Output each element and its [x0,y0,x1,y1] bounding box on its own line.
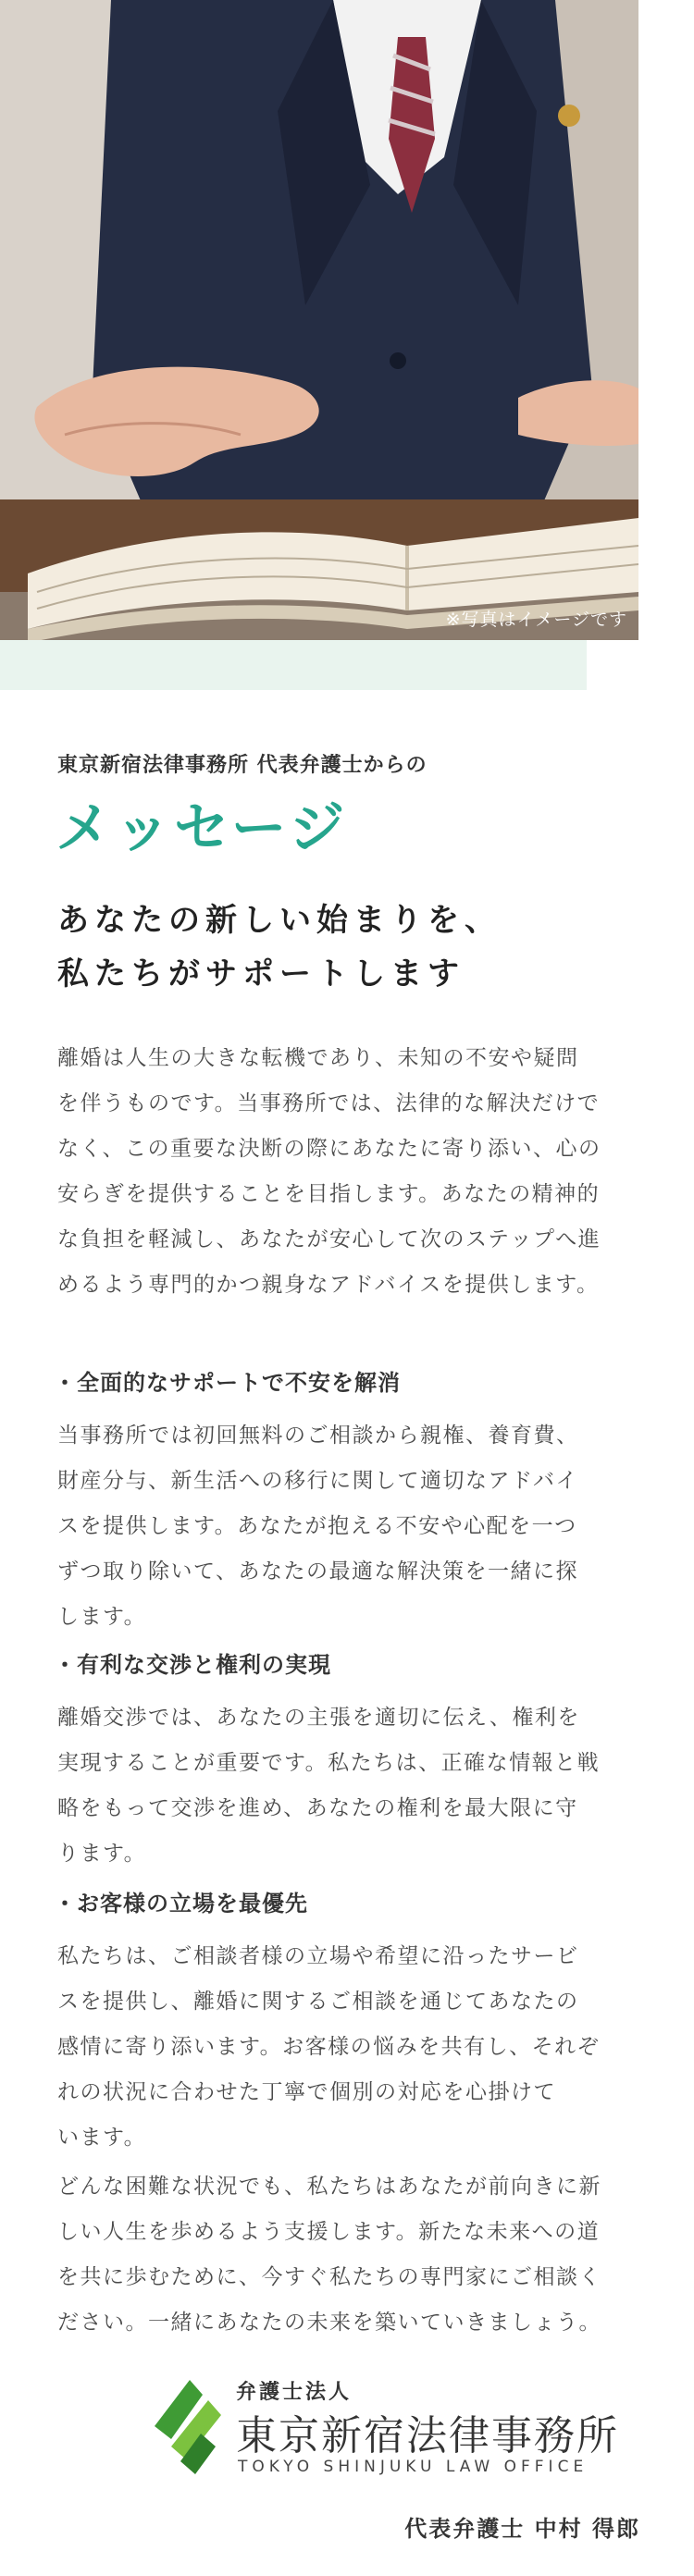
paragraph-line: なく、この重要な決断の際にあなたに寄り添い、心の [57,1137,601,1161]
paragraph-line: ります。 [57,1842,147,1866]
paragraph-line: 離婚は人生の大きな転機であり、未知の不安や疑問 [57,1046,579,1070]
representative-signature: 代表弁護士 中村 得郎 [404,2516,640,2542]
section-heading-support: ・全面的なサポートで不安を解消 [54,1370,401,1396]
firm-logo [143,2373,643,2484]
paragraph-line: 安らぎを提供することを目指します。あなたの精神的 [57,1182,601,1206]
lead-line: 私たちがサポートします [57,955,465,992]
closing-paragraph [57,2164,650,2346]
lead-message [57,894,650,1001]
paragraph-line: ださい。一緒にあなたの未来を築いていきましょう。 [57,2311,601,2335]
section-subtitle: 東京新宿法律事務所 代表弁護士からの [57,754,428,777]
paragraph-line: 私たちは、ご相談者様の立場や希望に沿ったサービ [57,1944,579,1968]
section-paragraph-support [57,1413,650,1640]
paragraph-line: 当事務所では初回無料のご相談から親権、養育費、 [57,1424,579,1448]
paragraph-line: を共に歩むために、今すぐ私たちの専門家にご相談く [57,2265,601,2289]
logo-corporate-type: 弁護士法人 [236,2381,353,2404]
paragraph-line: 実現することが重要です。私たちは、正確な情報と戦 [57,1751,601,1775]
paragraph-line: を伴うものです。当事務所では、法律的な解決だけで [57,1091,601,1115]
logo-firm-name: 東京新宿法律事務所 [236,2412,619,2459]
paragraph-line: どんな困難な状況でも、私たちはあなたが前向きに新 [57,2175,601,2199]
paragraph-line: います。 [57,2126,147,2150]
section-paragraph-negotiation [57,1695,650,1877]
paragraph-line: します。 [57,1605,147,1629]
paragraph-line: めるよう専門的かつ親身なアドバイスを提供します。 [57,1273,600,1297]
paragraph-line: 感情に寄り添います。お客様の悩みを共有し、それぞ [57,2035,601,2059]
section-heading-client-first: ・お客様の立場を最優先 [54,1891,308,1917]
paragraph-line: 略をもって交渉を進め、あなたの権利を最大限に守 [57,1796,578,1820]
section-paragraph-client-first [57,1934,650,2161]
intro-paragraph [57,1036,650,1308]
paragraph-line: ずつ取り除いて、あなたの最適な解決策を一緒に探 [57,1559,579,1584]
lead-line: あなたの新しい始まりを、 [57,902,502,939]
page-title: メッセージ [56,796,349,861]
paragraph-line: スを提供します。あなたが抱える不安や心配を一つ [57,1514,577,1538]
firm-logo-mark-icon [143,2373,232,2484]
paragraph-line: スを提供し、離婚に関するご相談を通じてあなたの [57,1990,579,2014]
paragraph-line: しい人生を歩めるよう支援します。新たな未来への道 [57,2220,601,2244]
lawyer-with-book-illustration [0,0,638,640]
paragraph-line: れの状況に合わせた丁寧で個別の対応を心掛けて [57,2080,556,2104]
photo-disclaimer: ※写真はイメージです [445,610,627,630]
decorative-band [0,640,587,690]
logo-english-name: TOKYO SHINJUKU LAW OFFICE [238,2458,589,2476]
paragraph-line: 離婚交渉では、あなたの主張を適切に伝え、権利を [57,1706,580,1730]
section-heading-negotiation: ・有利な交渉と権利の実現 [54,1652,331,1678]
paragraph-line: な負担を軽減し、あなたが安心して次のステップへ進 [57,1227,601,1251]
paragraph-line: 財産分与、新生活への移行に関して適切なアドバイ [57,1469,579,1493]
hero-photo [0,0,638,640]
